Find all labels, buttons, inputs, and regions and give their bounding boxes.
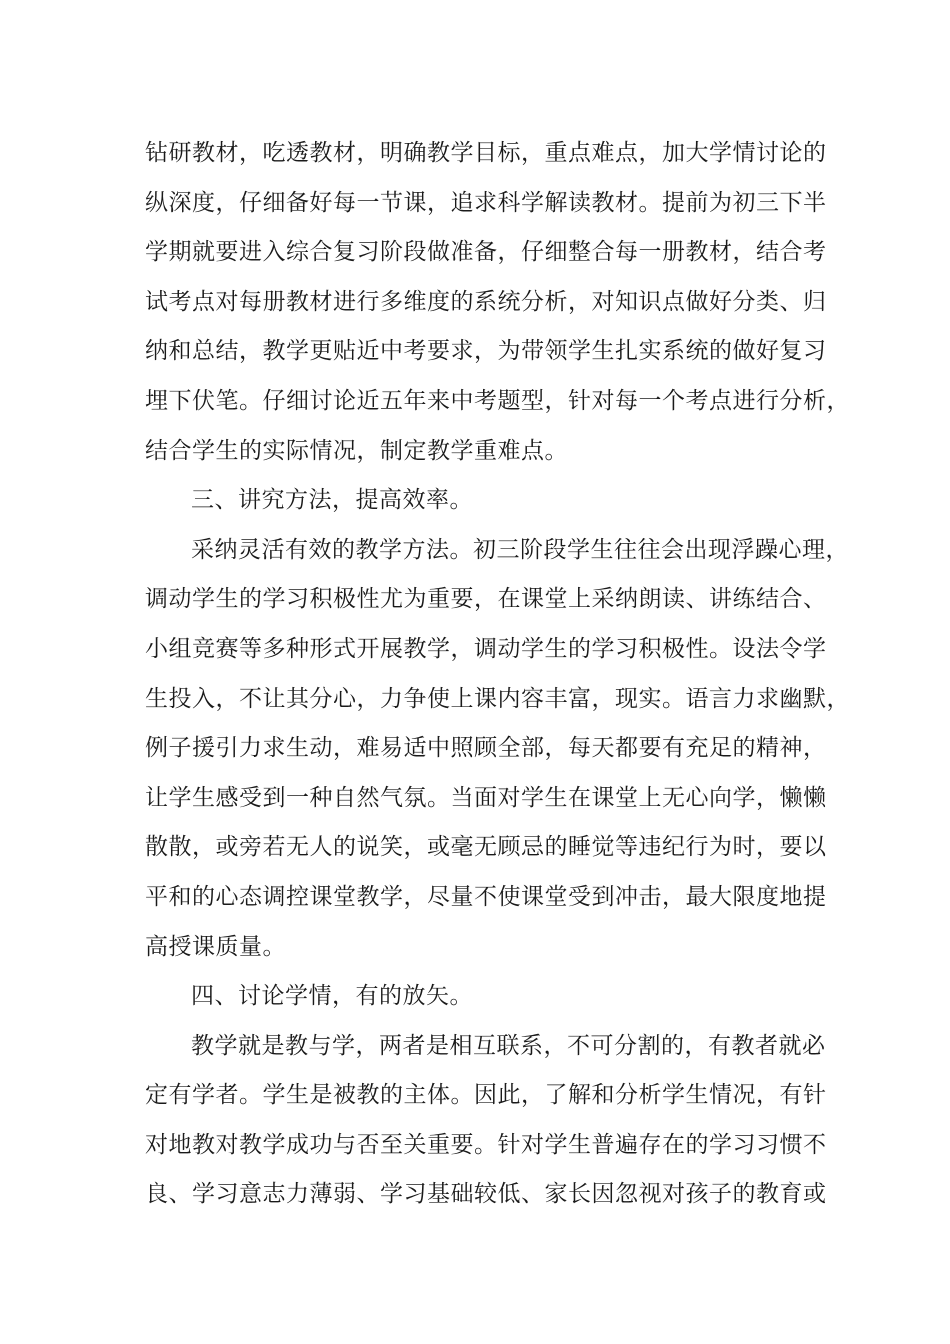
text-line: 平和的心态调控课堂教学，尽量不使课堂受到冲击，最大限度地提 [145, 883, 827, 910]
text-line: 让学生感受到一种自然气氛。当面对学生在课堂上无心向学，懒懒 [145, 784, 827, 811]
document-body [145, 129, 850, 1220]
paragraph-student-analysis [145, 1022, 835, 1220]
heading-line: 四、讨论学情，有的放矢。 [191, 983, 473, 1010]
text-line: 试考点对每册教材进行多维度的系统分析，对知识点做好分类、归 [145, 288, 827, 315]
text-line: 定有学者。学生是被教的主体。因此，了解和分析学生情况，有针 [145, 1082, 827, 1109]
text-line: 钻研教材，吃透教材，明确教学目标，重点难点，加大学情讨论的 [145, 140, 827, 166]
heading-line: 三、讲究方法，提高效率。 [191, 487, 473, 514]
section-heading-4 [145, 972, 835, 1022]
text-line: 教学就是教与学，两者是相互联系，不可分割的，有教者就必 [191, 1032, 826, 1059]
text-line: 生投入，不让其分心，力争使上课内容丰富，现实。语言力求幽默， [145, 685, 850, 712]
text-line: 例子援引力求生动，难易适中照顾全部，每天都要有充足的精神， [145, 735, 827, 762]
text-line: 高授课质量。 [145, 933, 286, 960]
section-heading-3 [145, 476, 835, 526]
text-line: 埋下伏笔。仔细讨论近五年来中考题型，针对每一个考点进行分析， [145, 387, 850, 414]
text-line: 学期就要进入综合复习阶段做准备，仔细整合每一册教材，结合考 [145, 239, 827, 266]
text-line: 结合学生的实际情况，制定教学重难点。 [145, 437, 568, 464]
text-line: 良、学习意志力薄弱、学习基础较低、家长因忽视对孩子的教育或 [145, 1181, 827, 1208]
paragraph-continued [145, 129, 850, 476]
text-line: 纵深度，仔细备好每一节课，追求科学解读教材。提前为初三下半 [145, 189, 827, 216]
text-line: 采纳灵活有效的教学方法。初三阶段学生往往会出现浮躁心理， [191, 536, 849, 563]
text-line: 小组竞赛等多种形式开展教学，调动学生的学习积极性。设法令学 [145, 635, 827, 662]
text-line: 散散，或旁若无人的说笑，或毫无顾忌的睡觉等违纪行为时，要以 [145, 834, 827, 861]
text-line: 纳和总结，教学更贴近中考要求，为带领学生扎实系统的做好复习 [145, 338, 827, 365]
text-line: 调动学生的学习积极性尤为重要，在课堂上采纳朗读、讲练结合、 [145, 586, 827, 613]
text-line: 对地教对教学成功与否至关重要。针对学生普遍存在的学习习惯不 [145, 1131, 827, 1158]
paragraph-teaching-methods [145, 526, 850, 972]
